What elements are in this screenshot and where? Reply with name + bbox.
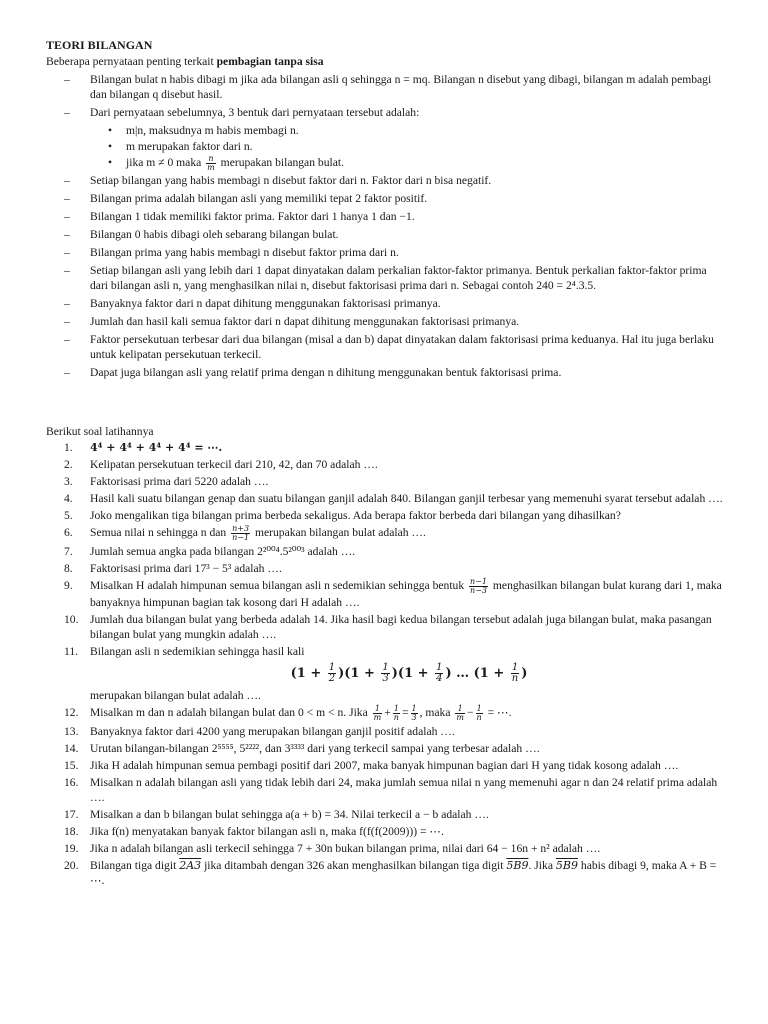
problem-item: 9. Misalkan H adalah himpunan semua bilangan asli n sedemikian sehingga bentuk $\frac{n-1}{n-3}$ menghasilkan bilangan bulat kurang dari 1, maka banyaknya himpunan bagian tak kosong dari H adalah …. <box>64 577 722 609</box>
problem-item: 8. Faktorisasi prima dari 17³ − 5³ adalah …. <box>64 562 282 575</box>
problem-item: 1. 4⁴ + 4⁴ + 4⁴ + 4⁴ = ⋯. <box>64 441 223 454</box>
note-item: – Jumlah dan hasil kali semua faktor dari n dapat dihitung menggunakan faktorisasi primanya. <box>64 315 520 328</box>
problem-item: 3. Faktorisasi prima dari 5220 adalah …. <box>64 475 269 488</box>
intro-plain: Beberapa pernyataan penting terkait <box>46 55 217 68</box>
problem-item: 10. Jumlah dua bilangan bulat yang berbeda adalah 14. Jika hasil bagi kedua bilangan tersebut adalah juga bilangan bulat, maka pasangan bilangan bulat yang mungkin adalah …. <box>64 613 712 641</box>
product-formula: (1 + $\frac{1}{2}$ )(1 + $\frac{1}{3}$ )(1 + $\frac{1}{4}$ ) … (1 + $\frac{1}{n}$ ) <box>290 662 528 684</box>
intro-bold: pembagian tanpa sisa <box>216 55 324 68</box>
problem-item: 18. Jika f(n) menyatakan banyak faktor bilangan asli n, maka f(f(f(2009))) = ⋯. <box>64 825 444 838</box>
note-item: – Bilangan 0 habis dibagi oleh sebarang bilangan bulat. <box>64 228 339 241</box>
fraction-n-minus-1: $\frac{n-1}{n-3}$ <box>470 577 487 595</box>
note-item: – Banyaknya faktor dari n dapat dihitung menggunakan faktorisasi primanya. <box>64 297 441 310</box>
problem-item: 19. Jika n adalah bilangan asli terkecil sehingga 7 + 30n bukan bilangan prima, nilai dari 64 − 16n + n² adalah …. <box>64 842 601 855</box>
problem-item: 6. Semua nilai n sehingga n dan $\frac{n+3}{n-1}$ merupakan bilangan bulat adalah …. <box>64 524 426 542</box>
problem-item: 20. Bilangan tiga digit 2A3 jika ditambah dengan 326 akan menghasilkan bilangan tiga digit 5B9. Jika 5B9 habis dibagi 9, maka A + B = ⋯. <box>64 859 717 887</box>
note-item: – Setiap bilangan yang habis membagi n disebut faktor dari n. Faktor dari n bisa negatif. <box>64 174 492 187</box>
note-item: – Bilangan prima adalah bilangan asli yang memiliki tepat 2 faktor positif. <box>64 192 428 205</box>
problem-item: 16. Misalkan n adalah bilangan asli yang tidak lebih dari 24, maka jumlah semua nilai n yang memenuhi agar n dan 24 relatif prima adalah …. <box>64 776 718 804</box>
note-item: – Bilangan 1 tidak memiliki faktor prima. Faktor dari 1 hanya 1 dan −1. <box>64 210 415 223</box>
intro-text <box>46 54 324 69</box>
note-item: – Faktor persekutuan terbesar dari dua bilangan (misal a dan b) dapat dinyatakan dalam faktorisasi prima keduanya. Hal itu juga berlaku untuk kelipatan persekutuan terkecil. <box>64 333 714 361</box>
notes-list <box>64 72 724 383</box>
problem-item: 7. Jumlah semua angka pada bilangan 2²⁰⁰⁴.5²⁰⁰³ adalah …. <box>64 545 356 558</box>
problem-item: 14. Urutan bilangan-bilangan 2⁵⁵⁵⁵, 5²²²², dan 3³³³³ dari yang terkecil sampai yang terbesar adalah …. <box>64 742 540 755</box>
problem-item: 17. Misalkan a dan b bilangan bulat sehingga a(a + b) = 34. Nilai terkecil a − b adalah …. <box>64 808 489 821</box>
page-title: TEORI BILANGAN <box>46 38 153 52</box>
note-item: – Dapat juga bilangan asli yang relatif prima dengan n dihitung menggunakan bentuk faktorisasi prima. <box>64 366 562 379</box>
problem-item: 4. Hasil kali suatu bilangan genap dan suatu bilangan ganjil adalah 840. Bilangan ganjil terbesar yang memenuhi syarat tersebut adalah …. <box>64 492 723 505</box>
problem-item: 2. Kelipatan persekutuan terkecil dari 210, 42, dan 70 adalah …. <box>64 458 378 471</box>
note-item: – Bilangan bulat n habis dibagi m jika ada bilangan asli q sehingga n = mq. Bilangan n disebut yang dibagi, bilangan m adalah pembagi dan bilangan q disebut hasil. <box>64 73 712 101</box>
note-item: – Dari pernyataan sebelumnya, 3 bentuk dari pernyataan tersebut adalah: <box>64 106 420 119</box>
problem-item: 15. Jika H adalah himpunan semua pembagi positif dari 2007, maka banyak himpunan bagian dari H yang tidak kosong adalah …. <box>64 759 679 772</box>
problem-item: 13. Banyaknya faktor dari 4200 yang merupakan bilangan ganjil positif adalah …. <box>64 725 455 738</box>
note-item: – Setiap bilangan asli yang lebih dari 1 dapat dinyatakan dalam perkalian faktor-faktor primanya. Bentuk perkalian faktor-faktor prima dari bilangan asli n, yang menghasilkan nilai n, disebut faktorisasi prima dari n. Sebagai contoh 240 = 2⁴.3.5. <box>64 264 707 292</box>
section-heading: Berikut soal latihannya <box>46 425 154 438</box>
subnote-item: • m merupakan faktor dari n. <box>108 140 253 153</box>
subnote-item: • m|n, maksudnya m habis membagi n. <box>108 124 299 137</box>
note-item: – Bilangan prima yang habis membagi n disebut faktor prima dari n. <box>64 246 399 259</box>
problem-item: 11. Bilangan asli n sedemikian sehingga hasil kali (1 + $\frac{1}{2}$ )(1 + $\frac{1}{3}$ )(1 + $\frac{1}{4}$ ) … (1 + $\frac{1}{n}$ ) merupakan bilangan bulat adalah …. <box>64 644 728 703</box>
problem-list <box>64 440 728 890</box>
fraction-n-over-m: $\frac{n}{m}$ <box>207 154 215 172</box>
fraction-n-plus-3: $\frac{n+3}{n-1}$ <box>232 524 250 542</box>
problem-item: 12. Misalkan m dan n adalah bilangan bulat dan 0 < m < n. Jika $\frac{1}{m}$ + $\frac{1}{n}$ = $\frac{1}{3}$ , maka $\frac{1}{m}$ − $\frac{1}{n}$ = ⋯. <box>64 704 512 722</box>
subnote-item: • jika m ≠ 0 maka $\frac{n}{m}$ merupakan bilangan bulat. <box>108 154 344 172</box>
problem-item: 5. Joko mengalikan tiga bilangan prima berbeda sekaligus. Ada berapa faktor berbeda dari bilangan yang dihasilkan? <box>64 509 621 522</box>
